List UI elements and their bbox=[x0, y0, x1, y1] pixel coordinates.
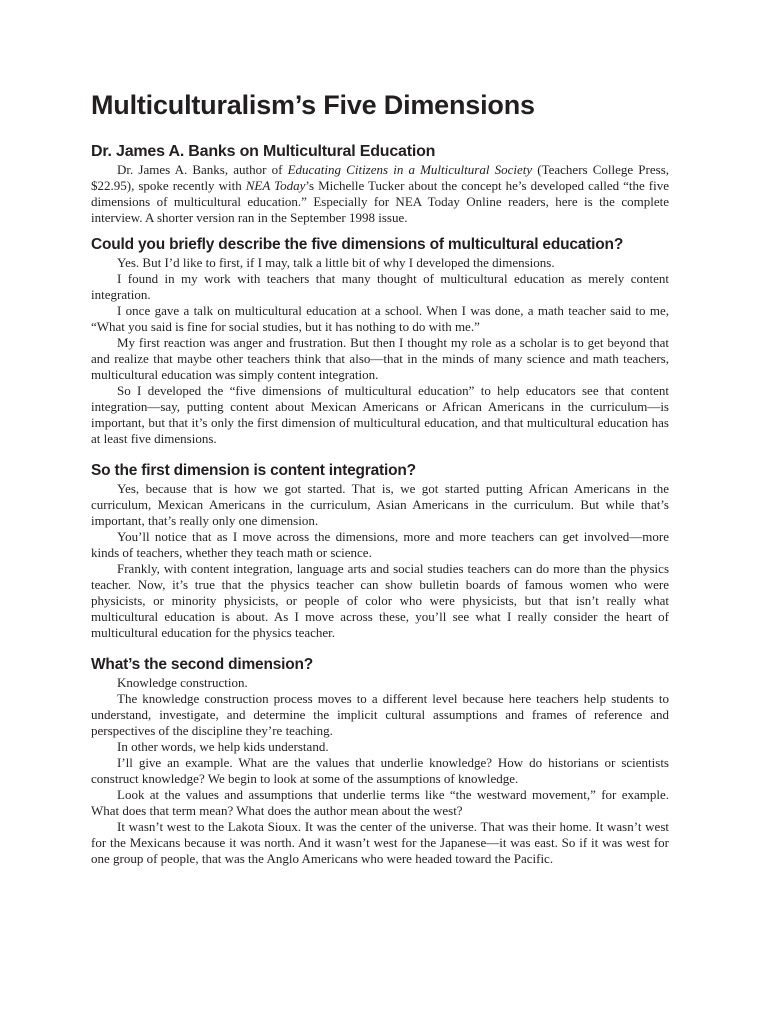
paragraph: Look at the values and assumptions that underlie terms like “the westward movement,” for example. What does that term mean? What does the author mean about the west? bbox=[91, 787, 669, 818]
paragraph: So I developed the “five dimensions of multicultural education” to help educators see that content integration—say, putting content about Mexican Americans or African Americans in the curriculum—is important, but that it’s only the first dimension of multicultural education, and that multicultural education has at least five dimensions. bbox=[91, 383, 669, 446]
paragraph: I found in my work with teachers that many thought of multicultural education as merely content integration. bbox=[91, 271, 669, 302]
paragraph: My first reaction was anger and frustration. But then I thought my role as a scholar is to get beyond that and realize that maybe other teachers think that also—that in the minds of many science and math teachers, multicultural education was simply content integration. bbox=[91, 335, 669, 382]
paragraph: I once gave a talk on multicultural education at a school. When I was done, a math teacher said to me, “What you said is fine for social studies, but it has nothing to do with me.” bbox=[91, 303, 669, 334]
section-five-dimensions bbox=[91, 235, 669, 447]
section-heading: What’s the second dimension? bbox=[91, 656, 314, 673]
page-title: Multiculturalism’s Five Dimensions bbox=[91, 90, 535, 120]
intro-text-1: Dr. James A. Banks, author of bbox=[117, 162, 288, 177]
paragraph: In other words, we help kids understand. bbox=[117, 739, 329, 754]
magazine-title: NEA Today bbox=[245, 178, 306, 193]
paragraph: It wasn’t west to the Lakota Sioux. It was the center of the universe. That was their home. It wasn’t west for the Mexicans because it was north. And it wasn’t west for the Japanese—it was east. So if it was west for one group of people, that was the Anglo Americans who were headed toward the Pacific. bbox=[91, 819, 669, 866]
intro-text-2: (Teachers College Press, $22.95), spoke recently with bbox=[91, 162, 669, 193]
paragraph: Yes, because that is how we got started. That is, we got started putting African Americans in the curriculum, Mexican Americans in the curriculum, Asian Americans in the curriculum. But while that’s important, that’s really only one dimension. bbox=[91, 481, 669, 528]
section-content-integration bbox=[91, 461, 669, 641]
page-subtitle: Dr. James A. Banks on Multicultural Education bbox=[91, 143, 436, 160]
document-page bbox=[91, 88, 669, 867]
section-heading: So the first dimension is content integration? bbox=[91, 462, 416, 479]
paragraph: Frankly, with content integration, language arts and social studies teachers can do more than the physics teacher. Now, it’s true that the physics teacher can show bulletin boards of famous women who were physicists, or minority physicists, or people of color who were physicists, but that isn’t really what multicultural education is about. As I move across these, you’ll see what I really consider the heart of multicultural education for the physics teacher. bbox=[91, 561, 669, 640]
paragraph: The knowledge construction process moves to a different level because here teachers help students to understand, investigate, and determine the implicit cultural assumptions and frames of reference and perspectives of the discipline they’re teaching. bbox=[91, 691, 669, 738]
book-title: Educating Citizens in a Multicultural Society bbox=[287, 162, 533, 177]
paragraph: Yes. But I’d like to first, if I may, talk a little bit of why I developed the dimensions. bbox=[117, 255, 555, 270]
intro-paragraph bbox=[91, 162, 669, 226]
paragraph: Knowledge construction. bbox=[117, 675, 248, 690]
paragraph: I’ll give an example. What are the values that underlie knowledge? How do historians or scientists construct knowledge? We begin to look at some of the assumptions of knowledge. bbox=[91, 755, 669, 786]
paragraph: You’ll notice that as I move across the dimensions, more and more teachers can get involved—more kinds of teachers, whether they teach math or science. bbox=[91, 529, 669, 560]
intro-text-3: ’s Michelle Tucker about the concept he’s developed called “the five dimensions of multicultural education.” Especially for NEA Today Online readers, here is the complete interview. A shorter version ran in the September 1998 issue. bbox=[91, 178, 670, 225]
section-second-dimension bbox=[91, 655, 669, 867]
section-heading: Could you briefly describe the five dimensions of multicultural education? bbox=[91, 236, 624, 253]
